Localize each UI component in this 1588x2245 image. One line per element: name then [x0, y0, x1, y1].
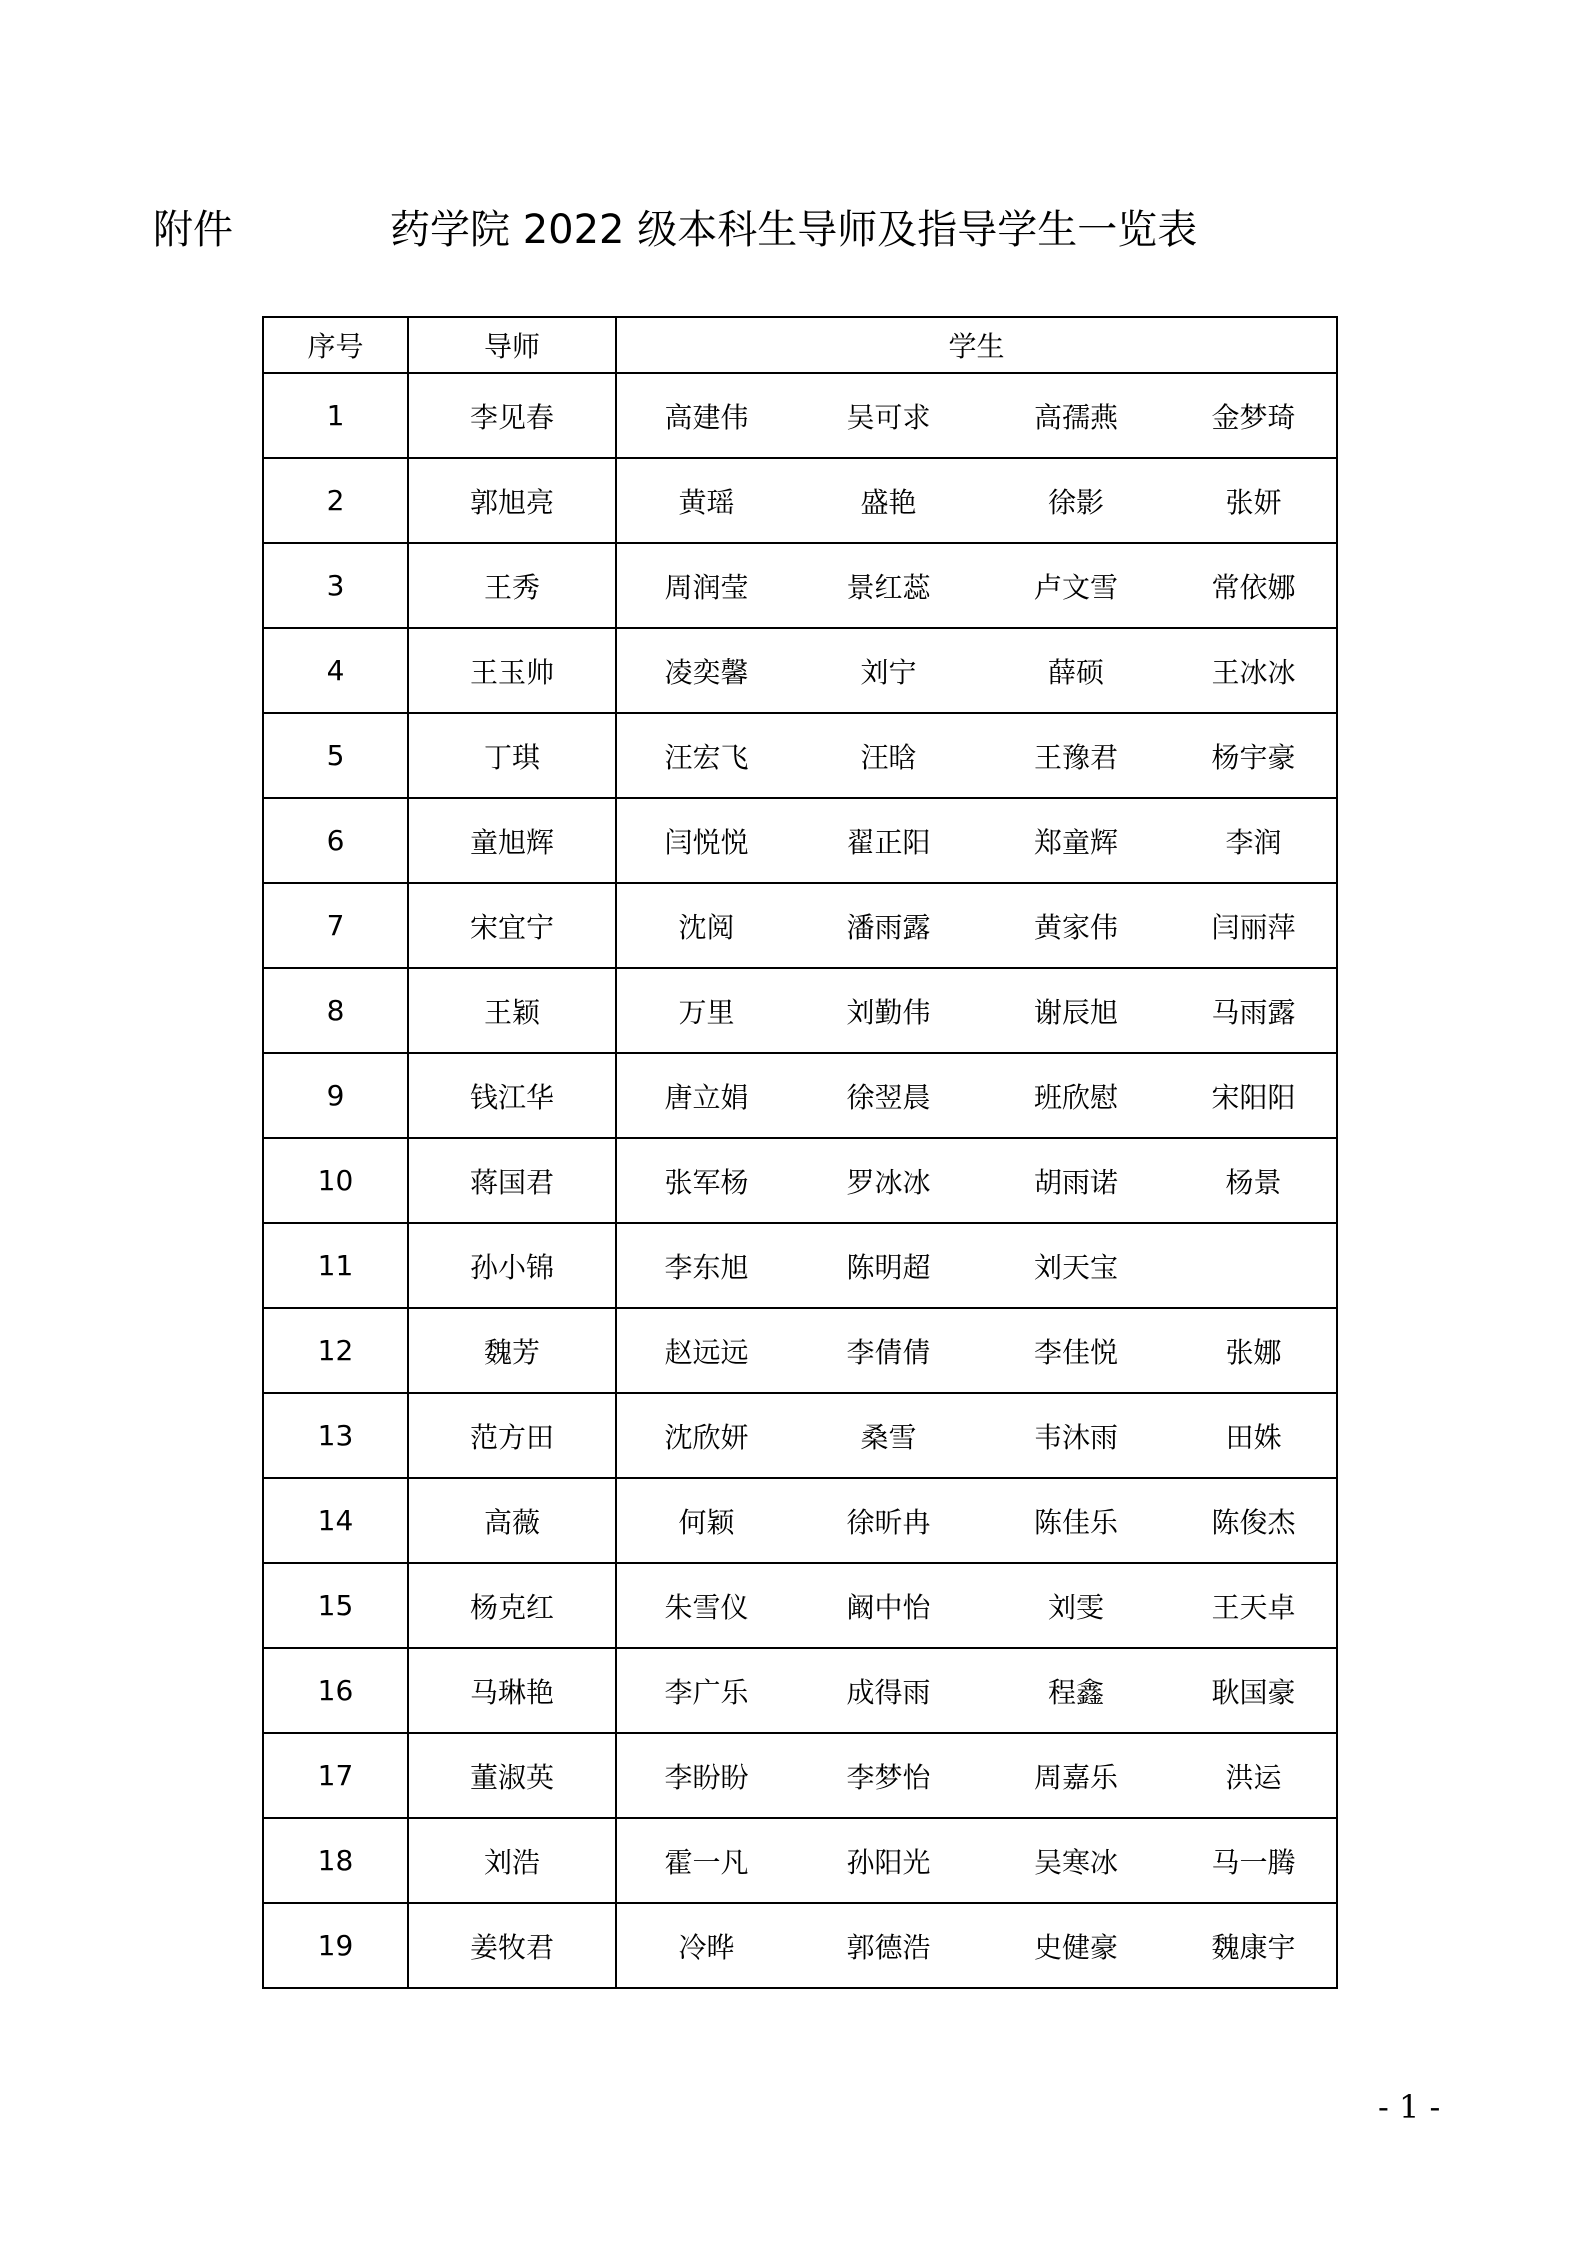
- row-student: 胡雨诺: [981, 1138, 1171, 1223]
- table-row: [263, 1138, 1337, 1223]
- row-advisor: 高薇: [408, 1478, 616, 1563]
- page-number: - 1 -: [1378, 2088, 1441, 2126]
- row-student: 李佳悦: [981, 1308, 1171, 1393]
- row-student: 杨宇豪: [1171, 713, 1337, 798]
- row-advisor: 童旭辉: [408, 798, 616, 883]
- row-student: 薛硕: [981, 628, 1171, 713]
- row-advisor: 郭旭亮: [408, 458, 616, 543]
- row-advisor: 姜牧君: [408, 1903, 616, 1988]
- row-advisor: 杨克红: [408, 1563, 616, 1648]
- table-row: [263, 1478, 1337, 1563]
- row-student: 徐影: [981, 458, 1171, 543]
- row-student: 汪宏飞: [616, 713, 796, 798]
- row-student: 赵远远: [616, 1308, 796, 1393]
- row-student: 陈佳乐: [981, 1478, 1171, 1563]
- row-seq: 5: [263, 713, 408, 798]
- row-advisor: 马琳艳: [408, 1648, 616, 1733]
- row-student: 孙阳光: [796, 1818, 981, 1903]
- row-advisor: 李见春: [408, 373, 616, 458]
- row-advisor: 王玉帅: [408, 628, 616, 713]
- table-body: [263, 373, 1337, 1988]
- row-advisor: 丁琪: [408, 713, 616, 798]
- row-student: 宋阳阳: [1171, 1053, 1337, 1138]
- row-student: 史健豪: [981, 1903, 1171, 1988]
- table-row: [263, 1733, 1337, 1818]
- row-student: 陈俊杰: [1171, 1478, 1337, 1563]
- row-student: 周润莹: [616, 543, 796, 628]
- row-student: 杨景: [1171, 1138, 1337, 1223]
- row-student: 马雨露: [1171, 968, 1337, 1053]
- row-student: 韦沐雨: [981, 1393, 1171, 1478]
- row-student: 刘天宝: [981, 1223, 1171, 1308]
- row-advisor: 魏芳: [408, 1308, 616, 1393]
- table-row: [263, 458, 1337, 543]
- row-student: 吴寒冰: [981, 1818, 1171, 1903]
- table-row: [263, 1563, 1337, 1648]
- row-student: 闫丽萍: [1171, 883, 1337, 968]
- table-header-row: [263, 317, 1337, 373]
- row-seq: 14: [263, 1478, 408, 1563]
- table-row: [263, 628, 1337, 713]
- table-row: [263, 543, 1337, 628]
- row-student: 李东旭: [616, 1223, 796, 1308]
- table-row: [263, 1648, 1337, 1733]
- row-student: 万里: [616, 968, 796, 1053]
- row-student: 李梦怡: [796, 1733, 981, 1818]
- table-row: [263, 713, 1337, 798]
- row-student: 王豫君: [981, 713, 1171, 798]
- row-student: 洪运: [1171, 1733, 1337, 1818]
- row-seq: 12: [263, 1308, 408, 1393]
- row-student: 闫悦悦: [616, 798, 796, 883]
- row-student: 徐翌晨: [796, 1053, 981, 1138]
- row-student: 黄瑶: [616, 458, 796, 543]
- row-student: 谢辰旭: [981, 968, 1171, 1053]
- row-student: 卢文雪: [981, 543, 1171, 628]
- row-seq: 6: [263, 798, 408, 883]
- row-seq: 4: [263, 628, 408, 713]
- table-row: [263, 798, 1337, 883]
- row-advisor: 钱江华: [408, 1053, 616, 1138]
- table-row: [263, 1903, 1337, 1988]
- row-advisor: 王颖: [408, 968, 616, 1053]
- row-student: 马一腾: [1171, 1818, 1337, 1903]
- table-row: [263, 883, 1337, 968]
- row-student: 霍一凡: [616, 1818, 796, 1903]
- row-seq: 15: [263, 1563, 408, 1648]
- row-seq: 2: [263, 458, 408, 543]
- row-advisor: 蒋国君: [408, 1138, 616, 1223]
- row-student: 周嘉乐: [981, 1733, 1171, 1818]
- row-student: 刘勤伟: [796, 968, 981, 1053]
- row-student: 高孺燕: [981, 373, 1171, 458]
- row-student: 李倩倩: [796, 1308, 981, 1393]
- row-student: 朱雪仪: [616, 1563, 796, 1648]
- row-student: 凌奕馨: [616, 628, 796, 713]
- row-seq: 7: [263, 883, 408, 968]
- row-student: 吴可求: [796, 373, 981, 458]
- header-students: 学生: [616, 317, 1337, 373]
- row-student: 翟正阳: [796, 798, 981, 883]
- row-student: 田姝: [1171, 1393, 1337, 1478]
- row-student: 黄家伟: [981, 883, 1171, 968]
- row-seq: 17: [263, 1733, 408, 1818]
- row-student: 王天卓: [1171, 1563, 1337, 1648]
- row-student: [1171, 1223, 1337, 1308]
- table-row: [263, 1053, 1337, 1138]
- row-student: 王冰冰: [1171, 628, 1337, 713]
- row-advisor: 王秀: [408, 543, 616, 628]
- table-row: [263, 1308, 1337, 1393]
- table-row: [263, 1223, 1337, 1308]
- row-student: 罗冰冰: [796, 1138, 981, 1223]
- row-student: 汪晗: [796, 713, 981, 798]
- table-row: [263, 968, 1337, 1053]
- row-student: 程鑫: [981, 1648, 1171, 1733]
- row-student: 张娜: [1171, 1308, 1337, 1393]
- row-student: 张妍: [1171, 458, 1337, 543]
- row-student: 徐昕冉: [796, 1478, 981, 1563]
- row-student: 潘雨露: [796, 883, 981, 968]
- row-student: 刘宁: [796, 628, 981, 713]
- table-row: [263, 1818, 1337, 1903]
- page-title: 药学院 2022 级本科生导师及指导学生一览表: [390, 207, 1198, 253]
- row-seq: 3: [263, 543, 408, 628]
- row-student: 高建伟: [616, 373, 796, 458]
- row-student: 郭德浩: [796, 1903, 981, 1988]
- row-advisor: 刘浩: [408, 1818, 616, 1903]
- row-seq: 11: [263, 1223, 408, 1308]
- row-advisor: 范方田: [408, 1393, 616, 1478]
- row-seq: 8: [263, 968, 408, 1053]
- advisor-student-table: [262, 316, 1338, 1989]
- row-student: 景红蕊: [796, 543, 981, 628]
- row-student: 唐立娟: [616, 1053, 796, 1138]
- table-row: [263, 373, 1337, 458]
- row-student: 金梦琦: [1171, 373, 1337, 458]
- row-student: 常依娜: [1171, 543, 1337, 628]
- row-seq: 10: [263, 1138, 408, 1223]
- row-student: 李润: [1171, 798, 1337, 883]
- row-seq: 9: [263, 1053, 408, 1138]
- header-advisor: 导师: [408, 317, 616, 373]
- row-seq: 16: [263, 1648, 408, 1733]
- row-student: 班欣慰: [981, 1053, 1171, 1138]
- row-seq: 1: [263, 373, 408, 458]
- row-student: 沈欣妍: [616, 1393, 796, 1478]
- row-advisor: 孙小锦: [408, 1223, 616, 1308]
- table-row: [263, 1393, 1337, 1478]
- row-advisor: 董淑英: [408, 1733, 616, 1818]
- row-student: 陈明超: [796, 1223, 981, 1308]
- row-student: 张军杨: [616, 1138, 796, 1223]
- row-student: 郑童辉: [981, 798, 1171, 883]
- row-student: 何颖: [616, 1478, 796, 1563]
- row-student: 刘雯: [981, 1563, 1171, 1648]
- row-student: 沈阅: [616, 883, 796, 968]
- row-seq: 13: [263, 1393, 408, 1478]
- row-student: 魏康宇: [1171, 1903, 1337, 1988]
- row-seq: 18: [263, 1818, 408, 1903]
- header-seq: 序号: [263, 317, 408, 373]
- row-student: 盛艳: [796, 458, 981, 543]
- attachment-label: 附件: [153, 207, 233, 253]
- row-advisor: 宋宜宁: [408, 883, 616, 968]
- row-student: 李广乐: [616, 1648, 796, 1733]
- row-seq: 19: [263, 1903, 408, 1988]
- row-student: 李盼盼: [616, 1733, 796, 1818]
- row-student: 成得雨: [796, 1648, 981, 1733]
- row-student: 耿国豪: [1171, 1648, 1337, 1733]
- row-student: 阚中怡: [796, 1563, 981, 1648]
- row-student: 桑雪: [796, 1393, 981, 1478]
- row-student: 冷晔: [616, 1903, 796, 1988]
